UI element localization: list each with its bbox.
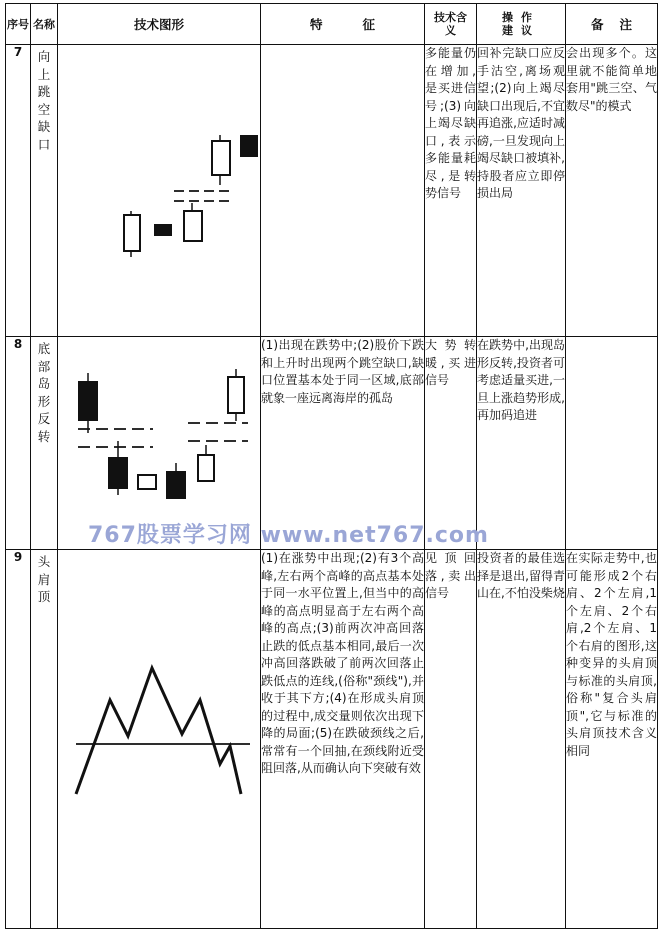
row-seq: 9 [6, 550, 31, 929]
candle-2 [108, 457, 128, 489]
row-name-cell [31, 337, 58, 550]
candle-3 [184, 211, 202, 241]
header-remarks: 备注 [566, 4, 658, 45]
head-shoulders-chart [58, 550, 261, 928]
row-remarks [566, 337, 658, 550]
header-name: 名称 [31, 4, 58, 45]
candle-6 [228, 377, 244, 413]
watermark: 767股票学习网 www.net767.com [88, 523, 489, 548]
row-name: 向上跳空缺口 [37, 49, 51, 152]
table-row [6, 550, 658, 929]
row-feature: (1)出现在跌势中;(2)股价下跌和上升时出现两个跳空缺口,缺口位置基本处于同一区域,底部就象一座远离海岸的孤岛 [261, 337, 425, 550]
gap-up-candle-chart [58, 45, 261, 336]
row-remarks: 在实际走势中,也可能形成2个右肩、2个左肩,1个左肩、2个右肩,2个左肩、1个右肩的图形,这种变异的头肩顶与标准的头肩顶,俗称"复合头肩顶",它与标准的头肩顶技术含义相同 [566, 550, 658, 929]
header-advice: 操作建议 [477, 4, 566, 45]
row-name: 头肩顶 [37, 554, 51, 604]
row-advice: 投资者的最佳选择是退出,留得青山在,不怕没柴烧 [477, 550, 566, 929]
row-feature [261, 45, 425, 337]
candle-4 [166, 471, 186, 499]
row-meaning: 见顶回落,卖出信号 [425, 550, 477, 929]
row-figure [58, 45, 261, 337]
candle-5 [240, 135, 258, 157]
candle-2 [154, 224, 172, 236]
candle-1 [78, 381, 98, 421]
row-name-cell [31, 550, 58, 929]
row-name-cell [31, 45, 58, 337]
row-advice: 回补完缺口应反手沽空,离场观望;(2)向上竭尽缺口出现后,不宜再追涨,应适时减磅,一旦发现向上竭尽缺口被填补,持股者应立即停损出局 [477, 45, 566, 337]
candle-1 [124, 215, 140, 251]
row-name: 底部岛形反转 [37, 341, 51, 444]
header-feature: 特征 [261, 4, 425, 45]
candle-4 [212, 141, 230, 175]
candle-5 [198, 455, 214, 481]
table-row [6, 45, 658, 337]
header-figure: 技术图形 [58, 4, 261, 45]
row-remarks: 会出现多个。这里就不能简单地套用"跳三空、气数尽"的模式 [566, 45, 658, 337]
header-seq: 序号 [6, 4, 31, 45]
row-meaning: 大势转暖,买进信号 [425, 337, 477, 550]
row-seq: 7 [6, 45, 31, 337]
header-row [6, 4, 658, 45]
row-meaning: 多能量仍在增加,是买进信号;(3)向上竭尽缺口,表示多能量耗尽,是转势信号 [425, 45, 477, 337]
header-meaning: 技术含义 [425, 4, 477, 45]
candle-3 [138, 475, 156, 489]
row-feature: (1)在涨势中出现;(2)有3个高峰,左右两个高峰的高点基本处于同一水平位置上,但当中的高峰的高点明显高于左右两个高峰的高点;(3)前两次冲高回落止跌的低点基本相同,最后一次冲高回落跌破了前两次回落止跌低点的连线,(俗称"颈线"),并收于其下方;(4)在形成头肩顶的过程中,成交量则依次出现下降的局面;(5)在跌破颈线之后,常常有一个回抽,在颈线附近受阻回落,从而确认向下突破有效 [261, 550, 425, 929]
row-advice: 在跌势中,出现岛形反转,投资者可考虑适量买进,一旦上涨趋势形成,再加码追进 [477, 337, 566, 550]
row-figure [58, 550, 261, 929]
pattern-table [5, 3, 658, 929]
row-seq: 8 [6, 337, 31, 550]
